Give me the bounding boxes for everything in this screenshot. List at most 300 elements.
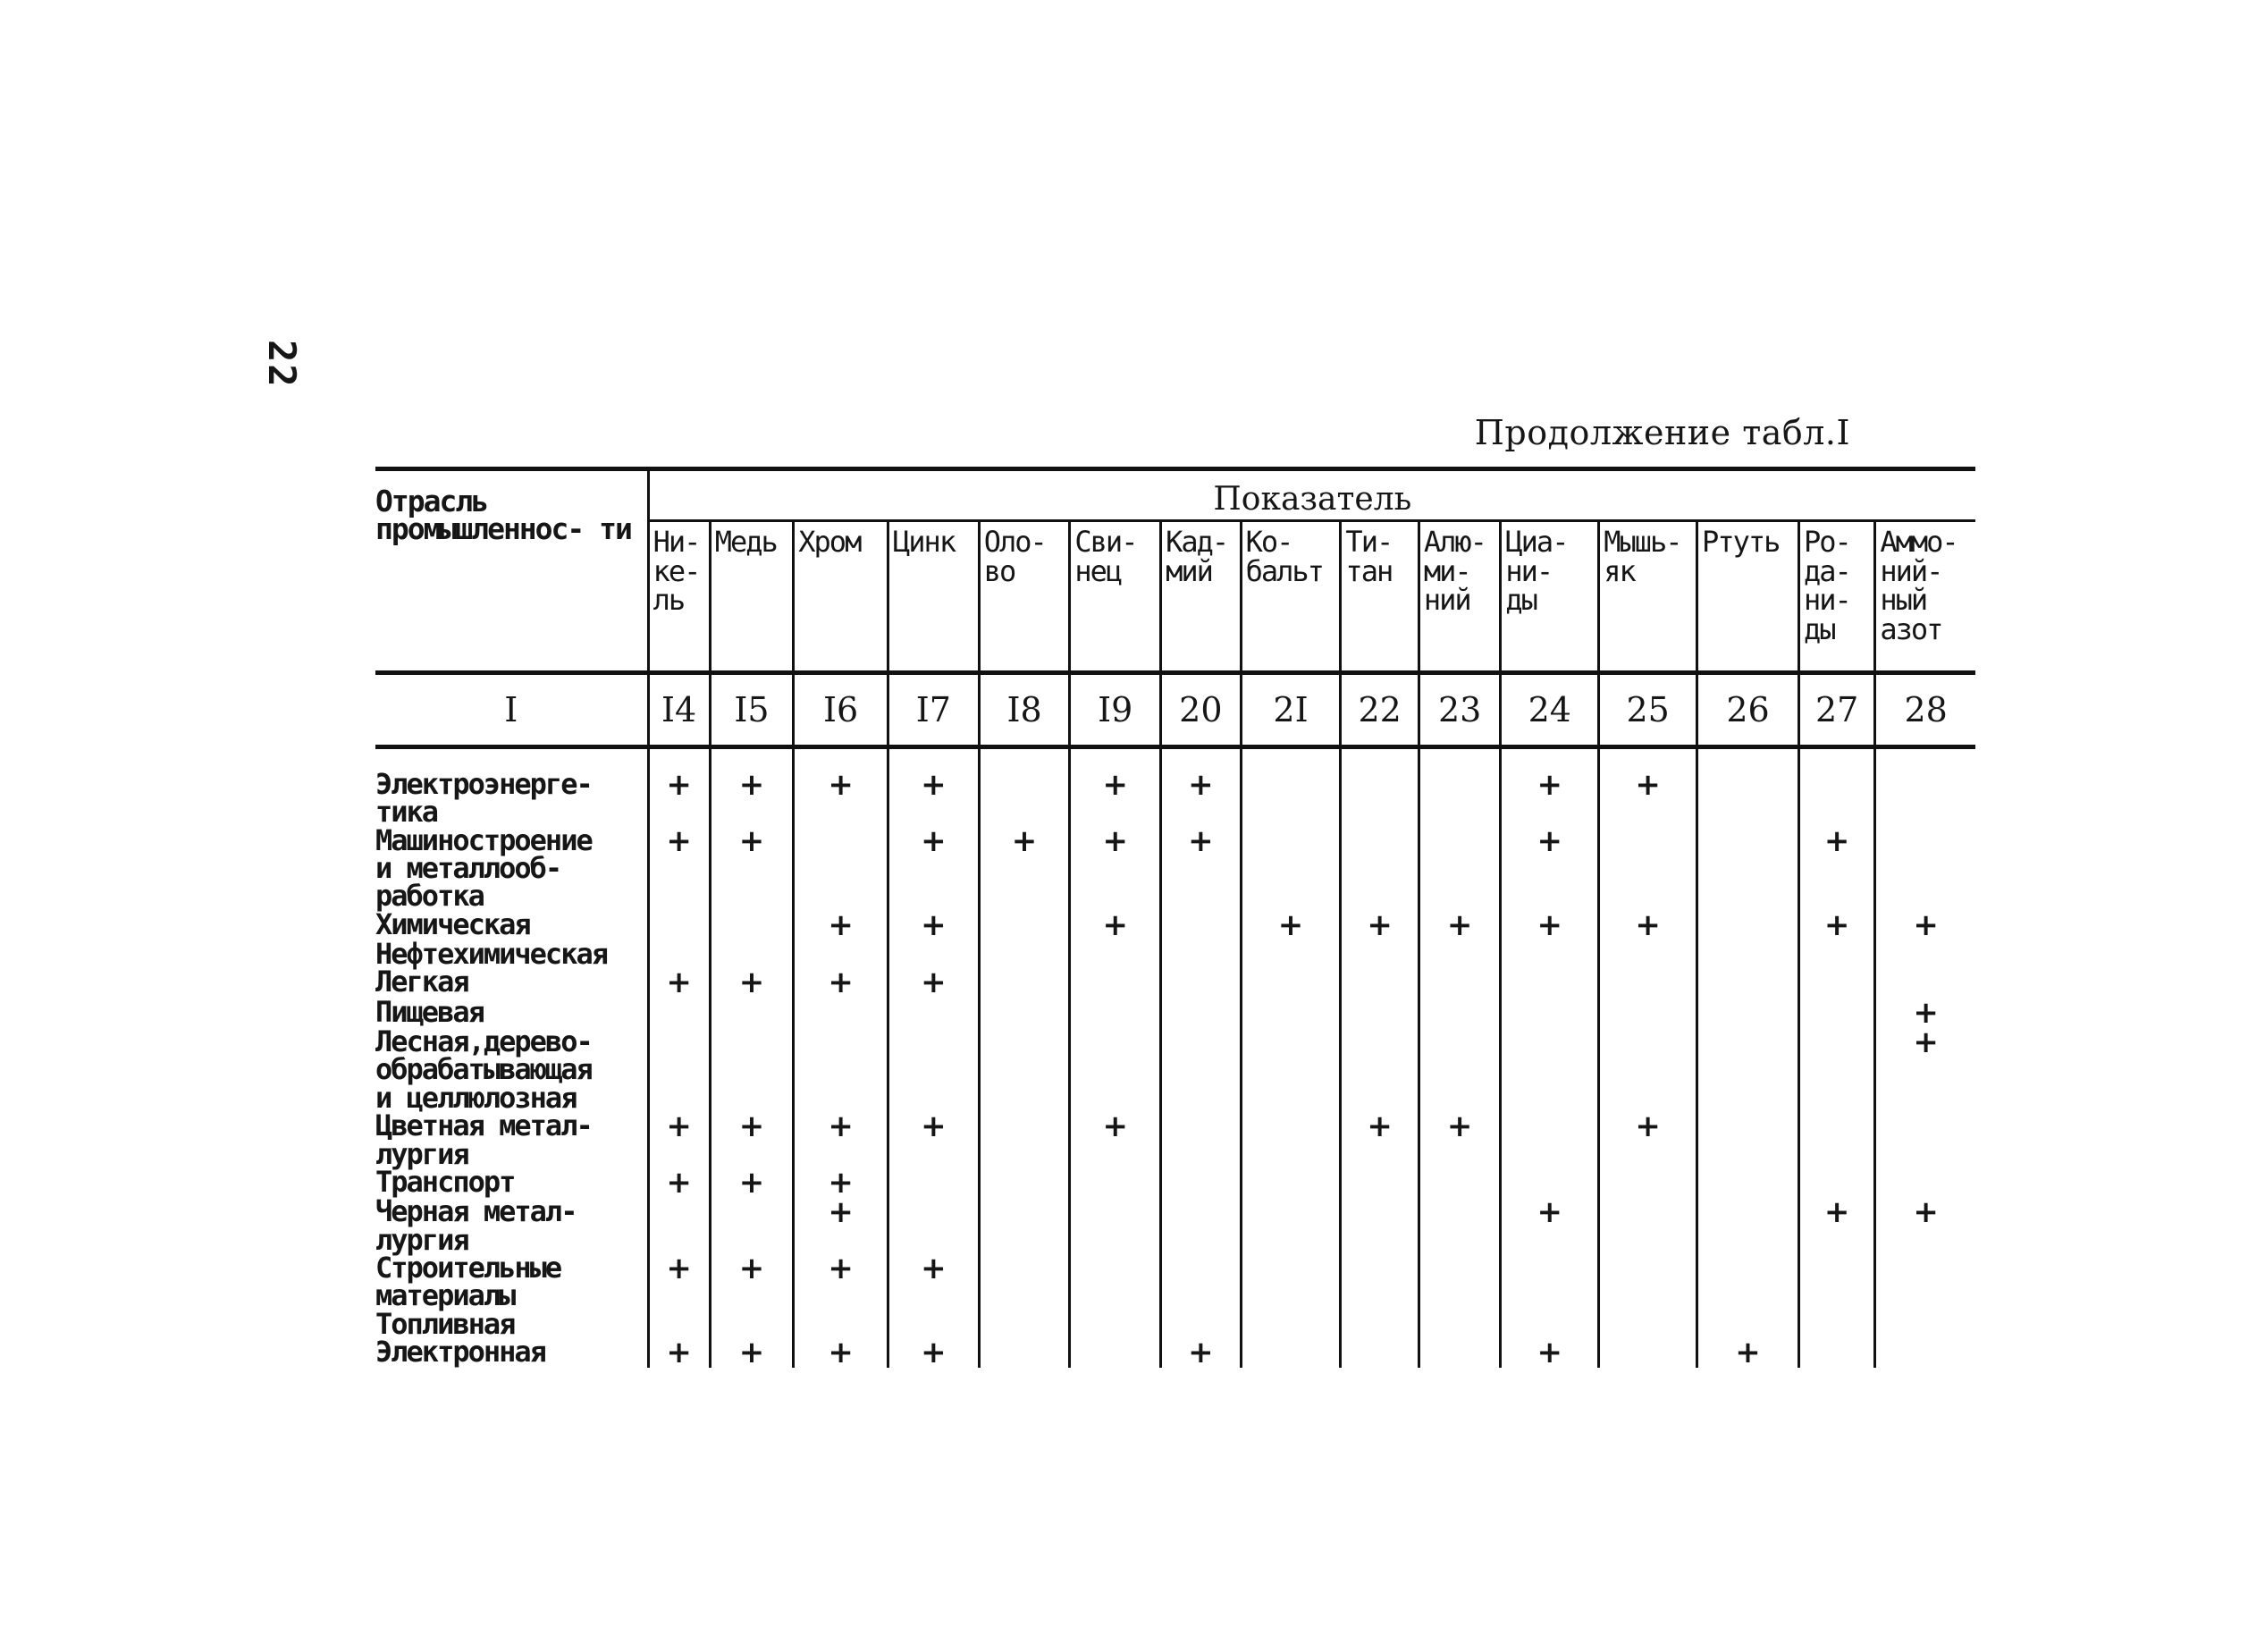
column-number-row [375, 673, 1975, 747]
table-row [375, 940, 1975, 968]
plus-mark: + [1277, 906, 1304, 943]
table-row [375, 968, 1975, 998]
mark-cell [1070, 767, 1161, 827]
mark-cell [1341, 1338, 1419, 1368]
mark-cell [1798, 1254, 1874, 1311]
branch-name: Транспорт [375, 1168, 648, 1198]
mark-cell [1501, 968, 1599, 998]
mark-cell [648, 999, 710, 1028]
mark-cell [979, 1168, 1070, 1198]
column-header: Кад- мий [1161, 521, 1241, 673]
plus-mark: + [1823, 906, 1850, 943]
plus-mark: + [1913, 906, 1939, 943]
column-number: I8 [979, 673, 1070, 747]
branch-name: Пищевая [375, 999, 648, 1028]
mark-cell [1070, 940, 1161, 968]
mark-cell [1875, 1311, 1975, 1338]
mark-cell [648, 1108, 710, 1168]
mark-cell [710, 767, 794, 827]
mark-cell [1599, 827, 1697, 911]
mark-cell [1241, 771, 1341, 827]
mark-cell [1241, 1028, 1341, 1112]
mark-cell [1875, 1024, 1975, 1112]
plus-mark: + [1011, 822, 1038, 859]
mark-cell [794, 1028, 888, 1112]
mark-cell [888, 822, 980, 911]
mark-cell [1341, 1254, 1419, 1311]
mark-cell [1161, 767, 1241, 827]
mark-cell [1419, 940, 1501, 968]
mark-cell [1341, 1168, 1419, 1198]
mark-cell [1419, 1254, 1501, 1311]
spacer-cell [1875, 747, 1975, 771]
mark-cell [1697, 1112, 1799, 1168]
plus-mark: + [1188, 767, 1214, 803]
table-row [375, 1112, 1975, 1168]
mark-cell [1070, 1108, 1161, 1168]
mark-cell [1875, 994, 1975, 1031]
plus-mark: + [921, 1108, 947, 1145]
mark-cell [1697, 1254, 1799, 1311]
mark-cell [794, 1335, 888, 1370]
mark-cell [1070, 1198, 1161, 1254]
mark-cell [710, 1108, 794, 1168]
mark-cell [1501, 999, 1599, 1028]
plus-mark: + [1913, 1194, 1939, 1231]
branch-name: Строительные материалы [375, 1254, 648, 1311]
plus-mark: + [1635, 767, 1661, 803]
mark-cell [1161, 1198, 1241, 1254]
plus-mark: + [1102, 1108, 1128, 1145]
mark-cell [1697, 911, 1799, 940]
mark-cell [1419, 906, 1501, 943]
mark-cell [1341, 906, 1419, 943]
plus-mark: + [1635, 906, 1661, 943]
column-number: I7 [888, 673, 980, 747]
column-number: 23 [1419, 673, 1501, 747]
mark-cell [1697, 999, 1799, 1028]
plus-mark: + [666, 1250, 692, 1286]
mark-cell [1419, 1198, 1501, 1254]
mark-cell [1798, 1338, 1874, 1368]
mark-cell [1419, 1311, 1501, 1338]
mark-cell [1070, 1254, 1161, 1311]
mark-cell [1599, 968, 1697, 998]
mark-cell [1161, 1254, 1241, 1311]
mark-cell [1241, 999, 1341, 1028]
mark-cell [1241, 1338, 1341, 1368]
mark-cell [1161, 822, 1241, 911]
plus-mark: + [666, 822, 692, 859]
plus-mark: + [921, 767, 947, 803]
spacer-cell [1241, 747, 1341, 771]
branch-name: Химическая [375, 911, 648, 940]
mark-cell [1798, 822, 1874, 911]
mark-cell [1341, 940, 1419, 968]
plus-mark: + [828, 1335, 854, 1370]
mark-cell [648, 822, 710, 911]
table-row [375, 771, 1975, 827]
plus-mark: + [1367, 1108, 1393, 1145]
mark-cell [1070, 999, 1161, 1028]
mark-cell [1599, 1338, 1697, 1368]
table-row [375, 999, 1975, 1028]
mark-cell [1599, 906, 1697, 943]
column-number: 25 [1599, 673, 1697, 747]
mark-cell [1599, 1198, 1697, 1254]
mark-cell [1599, 1168, 1697, 1198]
mark-cell [1875, 1112, 1975, 1168]
spacer-cell [1341, 747, 1419, 771]
mark-cell [710, 1164, 794, 1201]
header-row-group [375, 469, 1975, 521]
branch-name: Цветная метал- лургия [375, 1112, 648, 1168]
mark-cell [1161, 1028, 1241, 1112]
mark-cell [1798, 1311, 1874, 1338]
column-header: Ти- тан [1341, 521, 1419, 673]
column-number: I4 [648, 673, 710, 747]
mark-cell [888, 1028, 980, 1112]
mark-cell [1070, 1311, 1161, 1338]
mark-cell [1501, 906, 1599, 943]
mark-cell [1501, 822, 1599, 911]
table-row [375, 1254, 1975, 1311]
mark-cell [1070, 1338, 1161, 1368]
plus-mark: + [1537, 822, 1563, 859]
column-number: 2I [1241, 673, 1341, 747]
mark-cell [1501, 1335, 1599, 1370]
plus-mark: + [1913, 994, 1939, 1031]
mark-cell [1875, 1338, 1975, 1368]
plus-mark: + [738, 822, 765, 859]
plus-mark: + [666, 965, 692, 1001]
mark-cell [710, 1250, 794, 1311]
mark-cell [888, 767, 980, 827]
mark-cell [1341, 999, 1419, 1028]
mark-cell [1419, 827, 1501, 911]
mark-cell [888, 1168, 980, 1198]
mark-cell [1875, 940, 1975, 968]
mark-cell [794, 1108, 888, 1168]
mark-cell [1697, 1028, 1799, 1112]
mark-cell [1419, 1168, 1501, 1198]
mark-cell [794, 827, 888, 911]
branch-header: Отрасль промышленнос- ти [375, 469, 648, 673]
mark-cell [1875, 1194, 1975, 1254]
plus-mark: + [1188, 822, 1214, 859]
mark-cell [794, 1164, 888, 1201]
mark-cell [1070, 906, 1161, 943]
column-number: 27 [1798, 673, 1874, 747]
mark-cell [1419, 968, 1501, 998]
mark-cell [888, 999, 980, 1028]
mark-cell [1875, 1168, 1975, 1198]
column-number: 22 [1341, 673, 1419, 747]
column-number: I9 [1070, 673, 1161, 747]
plus-mark: + [666, 1335, 692, 1370]
column-header: Хром [794, 521, 888, 673]
mark-cell [1697, 1168, 1799, 1198]
plus-mark: + [1635, 1108, 1661, 1145]
mark-cell [1798, 771, 1874, 827]
plus-mark: + [828, 965, 854, 1001]
mark-cell [1798, 1194, 1874, 1254]
mark-cell [710, 1198, 794, 1254]
group-header: Показатель [648, 469, 1975, 521]
plus-mark: + [921, 906, 947, 943]
plus-mark: + [1537, 1194, 1563, 1231]
mark-cell [1070, 1168, 1161, 1198]
mark-cell [648, 1028, 710, 1112]
mark-cell [1599, 940, 1697, 968]
table-row [375, 1338, 1975, 1368]
mark-cell [1241, 968, 1341, 998]
plus-mark: + [738, 1164, 765, 1201]
mark-cell [1241, 1254, 1341, 1311]
mark-cell [1697, 968, 1799, 998]
plus-mark: + [1735, 1335, 1761, 1370]
column-header: Алю- ми- ний [1419, 521, 1501, 673]
mark-cell [888, 965, 980, 1001]
mark-cell [1599, 1254, 1697, 1311]
mark-cell [1599, 1108, 1697, 1168]
mark-cell [648, 1335, 710, 1370]
mark-cell [648, 767, 710, 827]
column-header: Ко- бальт [1241, 521, 1341, 673]
mark-cell [1161, 1168, 1241, 1198]
plus-mark: + [828, 1164, 854, 1201]
column-number: 24 [1501, 673, 1599, 747]
mark-cell [1419, 1108, 1501, 1168]
mark-cell [1419, 1338, 1501, 1368]
plus-mark: + [828, 1250, 854, 1286]
plus-mark: + [738, 965, 765, 1001]
branch-name: Нефтехимическая [375, 940, 648, 968]
mark-cell [1241, 906, 1341, 943]
page-number: 22 [260, 340, 304, 389]
mark-cell [1875, 968, 1975, 998]
spacer-row [375, 747, 1975, 771]
mark-cell [1241, 827, 1341, 911]
spacer-cell [1697, 747, 1799, 771]
plus-mark: + [1913, 1024, 1939, 1061]
column-header: Аммо- ний- ный азот [1875, 521, 1975, 673]
plus-mark: + [1102, 822, 1128, 859]
mark-cell [1241, 1311, 1341, 1338]
spacer-cell [1419, 747, 1501, 771]
mark-cell [1798, 1028, 1874, 1112]
table [375, 467, 1975, 1368]
mark-cell [1241, 1198, 1341, 1254]
spacer-cell [1798, 747, 1874, 771]
column-header: Цинк [888, 521, 980, 673]
plus-mark: + [666, 1108, 692, 1145]
mark-cell [1161, 1335, 1241, 1370]
mark-cell [794, 767, 888, 827]
mark-cell [979, 999, 1070, 1028]
table-row [375, 1028, 1975, 1112]
mark-cell [794, 965, 888, 1001]
table-caption: Продолжение табл.I [1474, 413, 1850, 452]
mark-cell [794, 906, 888, 943]
mark-cell [1161, 1112, 1241, 1168]
mark-cell [1070, 968, 1161, 998]
mark-cell [1341, 968, 1419, 998]
plus-mark: + [666, 1164, 692, 1201]
mark-cell [888, 1335, 980, 1370]
mark-cell [1599, 767, 1697, 827]
mark-cell [1161, 968, 1241, 998]
plus-mark: + [1102, 906, 1128, 943]
column-number: 28 [1875, 673, 1975, 747]
mark-cell [648, 965, 710, 1001]
mark-cell [888, 906, 980, 943]
mark-cell [1798, 906, 1874, 943]
mark-cell [979, 1338, 1070, 1368]
mark-cell [1341, 1028, 1419, 1112]
branch-name: Электроэнерге- тика [375, 771, 648, 827]
mark-cell [1419, 771, 1501, 827]
mark-cell [979, 822, 1070, 911]
plus-mark: + [828, 906, 854, 943]
column-header: Мышь- як [1599, 521, 1697, 673]
mark-cell [1599, 999, 1697, 1028]
column-number: I5 [710, 673, 794, 747]
plus-mark: + [1446, 906, 1473, 943]
mark-cell [979, 1254, 1070, 1311]
mark-cell [648, 1198, 710, 1254]
column-number: 26 [1697, 673, 1799, 747]
mark-cell [710, 965, 794, 1001]
plus-mark: + [1367, 906, 1393, 943]
mark-cell [979, 1198, 1070, 1254]
plus-mark: + [1446, 1108, 1473, 1145]
mark-cell [1341, 771, 1419, 827]
plus-mark: + [828, 1194, 854, 1231]
plus-mark: + [1823, 1194, 1850, 1231]
mark-cell [1798, 940, 1874, 968]
column-number: 20 [1161, 673, 1241, 747]
plus-mark: + [828, 767, 854, 803]
mark-cell [710, 911, 794, 940]
plus-mark: + [666, 767, 692, 803]
spacer-cell [979, 747, 1070, 771]
plus-mark: + [921, 1250, 947, 1286]
plus-mark: + [738, 1108, 765, 1145]
branch-name: Черная метал- лургия [375, 1198, 648, 1254]
mark-cell [1875, 1254, 1975, 1311]
mark-cell [648, 1164, 710, 1201]
column-header: Ро- да- ни- ды [1798, 521, 1874, 673]
column-number: I6 [794, 673, 888, 747]
mark-cell [979, 1311, 1070, 1338]
plus-mark: + [1188, 1335, 1214, 1370]
branch-name: Машиностроение и металлооб- работка [375, 827, 648, 911]
mark-cell [979, 968, 1070, 998]
table-row [375, 1168, 1975, 1198]
plus-mark: + [828, 1108, 854, 1145]
mark-cell [710, 999, 794, 1028]
pollutants-table [375, 467, 1975, 1368]
plus-mark: + [1102, 767, 1128, 803]
mark-cell [1161, 911, 1241, 940]
mark-cell [1875, 771, 1975, 827]
column-header: Циа- ни- ды [1501, 521, 1599, 673]
plus-mark: + [1823, 822, 1850, 859]
mark-cell [1501, 1194, 1599, 1254]
table-row [375, 827, 1975, 911]
plus-mark: + [921, 965, 947, 1001]
mark-cell [1599, 1311, 1697, 1338]
mark-cell [1798, 999, 1874, 1028]
mark-cell [648, 1250, 710, 1311]
plus-mark: + [921, 822, 947, 859]
mark-cell [1798, 1112, 1874, 1168]
mark-cell [1241, 1168, 1341, 1198]
mark-cell [794, 1194, 888, 1254]
mark-cell [1697, 771, 1799, 827]
mark-cell [1875, 827, 1975, 911]
mark-cell [1798, 1168, 1874, 1198]
branch-name: Топливная [375, 1311, 648, 1338]
mark-cell [1697, 1198, 1799, 1254]
mark-cell [1875, 906, 1975, 943]
mark-cell [1697, 827, 1799, 911]
mark-cell [1241, 1112, 1341, 1168]
mark-cell [979, 911, 1070, 940]
mark-cell [1798, 968, 1874, 998]
mark-cell [888, 1250, 980, 1311]
mark-cell [1161, 999, 1241, 1028]
column-number: I [375, 673, 648, 747]
mark-cell [1341, 1108, 1419, 1168]
plus-mark: + [921, 1335, 947, 1370]
mark-cell [710, 822, 794, 911]
mark-cell [648, 911, 710, 940]
column-header: Медь [710, 521, 794, 673]
plus-mark: + [1537, 767, 1563, 803]
mark-cell [979, 1112, 1070, 1168]
branch-name: Лесная,дерево- обрабатывающая и целлюлозная [375, 1028, 648, 1112]
plus-mark: + [738, 767, 765, 803]
mark-cell [888, 1198, 980, 1254]
mark-cell [1070, 822, 1161, 911]
branch-name: Легкая [375, 968, 648, 998]
column-header: Сви- нец [1070, 521, 1161, 673]
mark-cell [1501, 940, 1599, 968]
mark-cell [1599, 1028, 1697, 1112]
column-header: Оло- во [979, 521, 1070, 673]
mark-cell [1697, 940, 1799, 968]
mark-cell [1501, 1112, 1599, 1168]
column-header: Ртуть [1697, 521, 1799, 673]
mark-cell [710, 1335, 794, 1370]
mark-cell [794, 1250, 888, 1311]
mark-cell [1419, 999, 1501, 1028]
mark-cell [888, 1108, 980, 1168]
mark-cell [1070, 1028, 1161, 1112]
plus-mark: + [738, 1335, 765, 1370]
plus-mark: + [738, 1250, 765, 1286]
mark-cell [1501, 767, 1599, 827]
column-header: Ни- ке- ль [648, 521, 710, 673]
plus-mark: + [1537, 906, 1563, 943]
mark-cell [1341, 827, 1419, 911]
mark-cell [1419, 1028, 1501, 1112]
mark-cell [979, 771, 1070, 827]
mark-cell [1161, 940, 1241, 968]
branch-name: Электронная [375, 1338, 648, 1368]
